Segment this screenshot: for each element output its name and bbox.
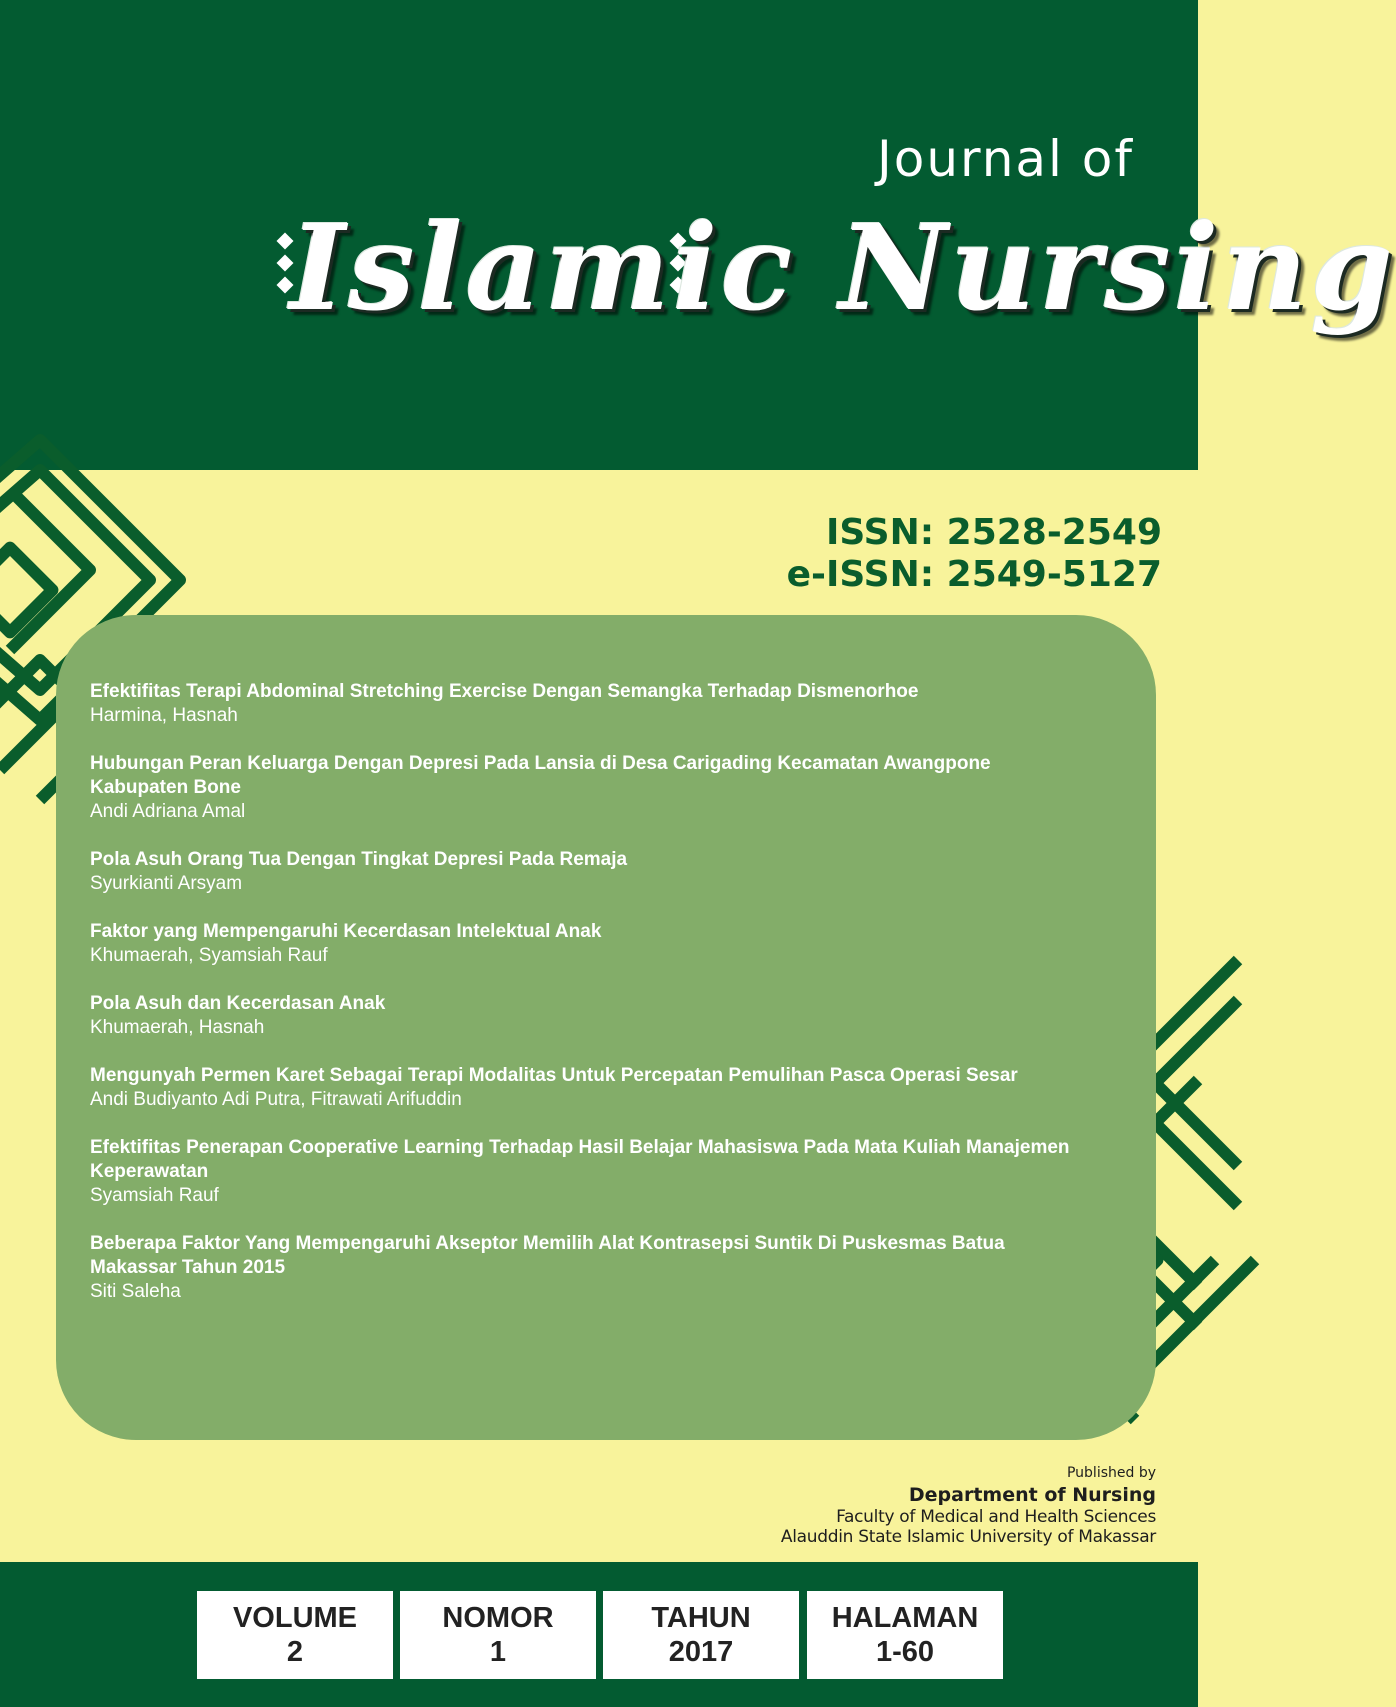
publisher-department: Department of Nursing: [908, 1484, 1156, 1506]
article-authors: Siti Saleha: [90, 1281, 181, 1302]
nomor-value: 1: [489, 1636, 507, 1668]
list-item: [90, 680, 1090, 728]
halaman-label: HALAMAN: [831, 1602, 979, 1634]
halaman-box: [807, 1591, 1003, 1679]
article-title: Pola Asuh Orang Tua Dengan Tingkat Depresi Pada Remaja: [90, 849, 628, 870]
list-item: [90, 992, 1090, 1040]
nomor-label: NOMOR: [442, 1602, 554, 1634]
article-title: Hubungan Peran Keluarga Dengan Depresi Pada Lansia di Desa Carigading Kecamatan Awangpone Kabupaten Bone: [90, 753, 991, 798]
tahun-label: TAHUN: [651, 1602, 751, 1634]
list-item: [90, 1136, 1090, 1208]
article-authors: Khumaerah, Syamsiah Rauf: [90, 945, 328, 966]
volume-value: 2: [286, 1636, 304, 1668]
publisher-faculty: Faculty of Medical and Health Sciences: [836, 1507, 1156, 1527]
journal-of-text: Journal of: [876, 130, 1134, 188]
list-item: [90, 1064, 1090, 1112]
list-item: [90, 920, 1090, 968]
article-title: Beberapa Faktor Yang Mempengaruhi Akseptor Memilih Alat Kontrasepsi Suntik Di Puskesmas Batua Makassar Tahun 2015: [90, 1233, 1005, 1278]
article-title: Mengunyah Permen Karet Sebagai Terapi Modalitas Untuk Percepatan Pemulihan Pasca Operasi Sesar: [90, 1065, 1018, 1086]
article-authors: Andi Adriana Amal: [90, 801, 246, 822]
article-authors: Khumaerah, Hasnah: [90, 1017, 265, 1038]
issn-electronic: e-ISSN: 2549-5127: [786, 554, 1162, 595]
volume-label: VOLUME: [232, 1602, 358, 1634]
article-title: Efektifitas Penerapan Cooperative Learning Terhadap Hasil Belajar Mahasiswa Pada Mata Kuliah Manajemen Keperawatan: [90, 1137, 1070, 1182]
article-title: Pola Asuh dan Kecerdasan Anak: [90, 993, 386, 1014]
list-item: [90, 1232, 1090, 1304]
list-item: [90, 752, 1090, 824]
publisher-university: Alauddin State Islamic University of Makassar: [780, 1527, 1156, 1547]
article-title: Efektifitas Terapi Abdominal Stretching Exercise Dengan Semangka Terhadap Dismenorhoe: [90, 681, 919, 702]
published-by-label: Published by: [1066, 1465, 1156, 1481]
article-authors: Syamsiah Rauf: [90, 1185, 219, 1206]
journal-title: Islamic Nursing: [290, 198, 1396, 337]
article-authors: Syurkianti Arsyam: [90, 873, 243, 894]
publisher-block: [781, 1463, 1156, 1547]
article-title: Faktor yang Mempengaruhi Kecerdasan Intelektual Anak: [90, 921, 602, 942]
halaman-value: 1-60: [875, 1636, 935, 1668]
nomor-box: [400, 1591, 596, 1679]
issn-print: ISSN: 2528-2549: [825, 512, 1162, 553]
list-item: [90, 848, 1090, 896]
article-authors: Harmina, Hasnah: [90, 705, 238, 726]
tahun-box: [603, 1591, 799, 1679]
issn-block: [787, 512, 1162, 596]
article-list: [90, 680, 1090, 1328]
article-authors: Andi Budiyanto Adi Putra, Fitrawati Arifuddin: [90, 1089, 462, 1110]
volume-box: [197, 1591, 393, 1679]
tahun-value: 2017: [668, 1636, 734, 1668]
cover-footer: [0, 1562, 1198, 1707]
